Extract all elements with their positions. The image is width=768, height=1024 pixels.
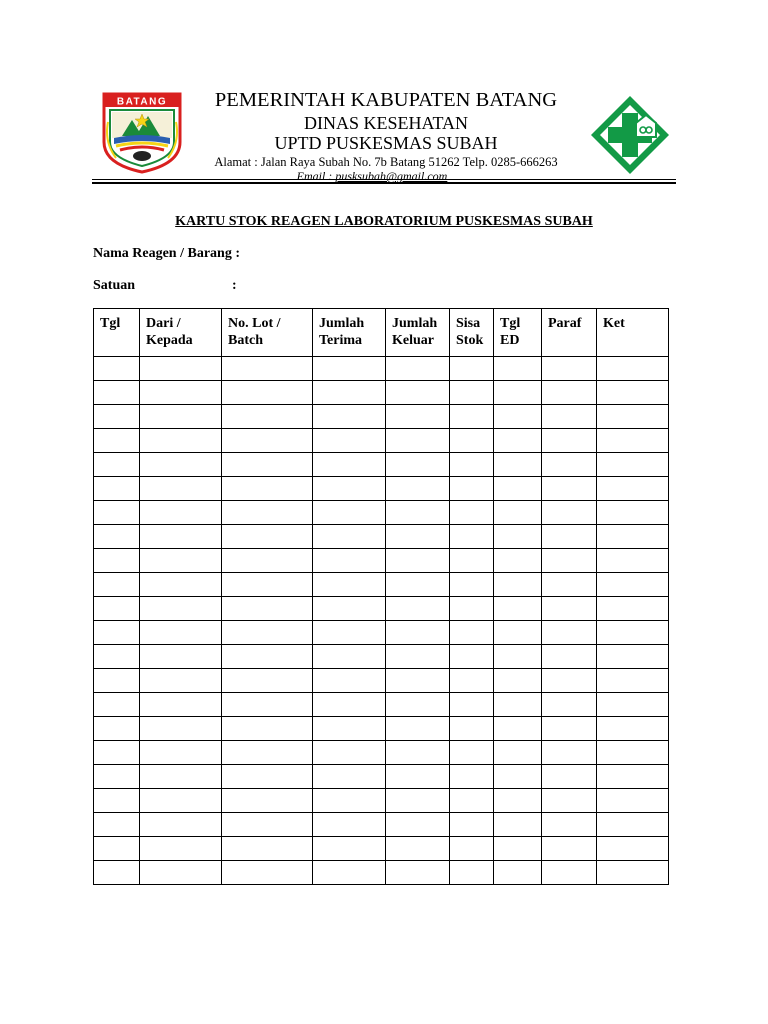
table-cell [597,669,669,693]
table-cell [94,693,140,717]
table-cell [597,693,669,717]
table-cell [597,861,669,885]
table-row [94,501,669,525]
table-cell [313,789,386,813]
table-cell [494,621,542,645]
table-cell [140,621,222,645]
table-cell [94,645,140,669]
table-cell [386,837,450,861]
table-cell [94,525,140,549]
table-cell [94,621,140,645]
table-cell [450,693,494,717]
table-cell [94,741,140,765]
table-cell [494,525,542,549]
table-cell [313,741,386,765]
table-cell [450,789,494,813]
table-cell [494,477,542,501]
table-cell [313,693,386,717]
table-cell [140,741,222,765]
table-cell [494,501,542,525]
table-cell [94,669,140,693]
letterhead-rule-thick [92,182,676,184]
table-cell [222,837,313,861]
table-cell [542,525,597,549]
table-cell [140,645,222,669]
table-cell [140,669,222,693]
letterhead-rule-thin [92,179,676,180]
unit-name: UPTD PUSKESMAS SUBAH [274,132,498,153]
table-cell [597,645,669,669]
table-cell [386,789,450,813]
table-cell [94,861,140,885]
table-row [94,813,669,837]
table-cell [94,453,140,477]
table-cell [313,837,386,861]
email-label: Email : [296,169,336,183]
table-cell [140,717,222,741]
table-cell [140,381,222,405]
table-cell [597,549,669,573]
table-cell [494,645,542,669]
column-header [542,309,597,357]
table-cell [542,357,597,381]
table-cell [542,429,597,453]
table-cell [450,765,494,789]
table-cell [494,573,542,597]
table-cell [140,453,222,477]
table-cell [542,741,597,765]
table-cell [222,645,313,669]
table-cell [222,813,313,837]
table-cell [597,405,669,429]
column-header [140,309,222,357]
column-header-line: No. Lot / [228,316,281,331]
table-cell [386,813,450,837]
table-cell [313,381,386,405]
table-body [94,357,669,885]
table-cell [94,381,140,405]
table-cell [222,381,313,405]
table-cell [450,549,494,573]
column-header-line: Stok [456,333,484,348]
table-cell [222,525,313,549]
table-cell [494,765,542,789]
table-row [94,549,669,573]
table-cell [494,381,542,405]
table-cell [494,549,542,573]
table-cell [494,789,542,813]
table-cell [222,861,313,885]
email-address: pusksubah@gmail.com [335,169,448,183]
table-cell [140,405,222,429]
table-cell [494,669,542,693]
table-cell [450,405,494,429]
table-row [94,837,669,861]
column-header-line: Keluar [392,333,434,348]
column-header-line: Jumlah [319,316,365,331]
column-header-line: Batch [228,333,263,348]
table-cell [222,693,313,717]
column-header-line: Tgl [100,316,121,331]
table-cell [313,861,386,885]
table-cell [222,453,313,477]
table-cell [313,573,386,597]
table-cell [597,357,669,381]
table-cell [494,597,542,621]
table-cell [542,381,597,405]
table-cell [222,501,313,525]
table-row [94,381,669,405]
table-cell [542,621,597,645]
table-cell [597,381,669,405]
column-header-line: Kepada [146,333,193,348]
table-cell [222,717,313,741]
table-cell [313,813,386,837]
table-cell [597,573,669,597]
table-cell [597,789,669,813]
table-cell [386,669,450,693]
table-cell [222,621,313,645]
table-cell [94,477,140,501]
table-cell [140,477,222,501]
table-cell [450,597,494,621]
unit-field [93,278,237,294]
table-cell [597,813,669,837]
table-row [94,357,669,381]
table-cell [222,477,313,501]
puskesmas-logo [588,93,672,177]
column-header [494,309,542,357]
table-cell [542,453,597,477]
table-cell [222,597,313,621]
table-cell [94,357,140,381]
table-cell [542,861,597,885]
table-cell [386,693,450,717]
table-row [94,645,669,669]
table-row [94,573,669,597]
table-cell [597,765,669,789]
table-cell [450,837,494,861]
table-cell [222,429,313,453]
table-cell [94,717,140,741]
table-cell [542,597,597,621]
table-cell [494,453,542,477]
column-header [386,309,450,357]
table-cell [222,789,313,813]
column-header-line: ED [500,333,520,348]
table-cell [494,357,542,381]
table-cell [450,501,494,525]
table-cell [494,405,542,429]
table-cell [140,837,222,861]
table-row [94,621,669,645]
table-cell [94,837,140,861]
table-cell [542,813,597,837]
table-row [94,453,669,477]
table-cell [494,741,542,765]
document-title: KARTU STOK REAGEN LABORATORIUM PUSKESMAS SUBAH [175,214,593,229]
table-row [94,669,669,693]
table-cell [313,525,386,549]
table-cell [94,501,140,525]
table-cell [542,501,597,525]
letterhead [186,88,586,182]
table-cell [386,381,450,405]
table-cell [313,765,386,789]
table-cell [140,525,222,549]
table-cell [94,429,140,453]
table-cell [450,525,494,549]
column-header [313,309,386,357]
column-header [597,309,669,357]
reagen-name-field: Nama Reagen / Barang : [93,246,240,261]
table-cell [597,741,669,765]
table-cell [494,717,542,741]
column-header-line: Terima [319,333,363,348]
column-header-line: Jumlah [392,316,438,331]
table-cell [542,573,597,597]
table-cell [313,549,386,573]
table-row [94,477,669,501]
table-cell [386,525,450,549]
table-cell [386,501,450,525]
table-cell [222,669,313,693]
unit-field-label: Satuan [93,278,136,293]
batang-logo-text: BATANG [116,96,168,108]
table-cell [542,837,597,861]
table-cell [140,501,222,525]
table-row [94,429,669,453]
email-line [186,169,586,182]
table-cell [313,429,386,453]
address: Alamat : Jalan Raya Subah No. 7b Batang 51262 Telp. 0285-666263 [214,154,558,169]
table-cell [313,645,386,669]
table-cell [313,597,386,621]
table-cell [450,477,494,501]
table-row [94,717,669,741]
table-cell [450,645,494,669]
table-cell [94,549,140,573]
column-header-line: Ket [603,316,625,331]
table-cell [313,357,386,381]
table-cell [386,621,450,645]
table-cell [450,381,494,405]
table-row [94,861,669,885]
stock-table [93,308,669,885]
table-cell [450,669,494,693]
table-cell [597,525,669,549]
table-cell [494,813,542,837]
table-header-row [94,309,669,357]
table-cell [386,405,450,429]
column-header [222,309,313,357]
table-cell [542,669,597,693]
table-cell [542,717,597,741]
table-cell [386,717,450,741]
table-cell [140,573,222,597]
table-cell [450,573,494,597]
table-cell [386,477,450,501]
department-name: DINAS KESEHATAN [303,112,469,133]
table-cell [94,597,140,621]
table-cell [597,477,669,501]
table-cell [450,861,494,885]
table-cell [94,789,140,813]
table-cell [494,861,542,885]
table-cell [597,717,669,741]
table-row [94,741,669,765]
table-cell [450,429,494,453]
table-cell [222,357,313,381]
table-cell [597,429,669,453]
table-cell [450,621,494,645]
table-cell [386,549,450,573]
table-cell [597,501,669,525]
table-cell [94,573,140,597]
government-name: PEMERINTAH KABUPATEN BATANG [214,89,558,111]
table-cell [542,549,597,573]
table-cell [494,837,542,861]
table-cell [542,405,597,429]
table-cell [386,861,450,885]
table-row [94,597,669,621]
table-cell [494,429,542,453]
table-row [94,405,669,429]
table-cell [313,717,386,741]
table-cell [313,501,386,525]
column-header-line: Dari / [146,316,181,331]
table-cell [450,813,494,837]
table-cell [313,405,386,429]
table-cell [140,693,222,717]
table-row [94,525,669,549]
table-cell [222,405,313,429]
table-cell [140,597,222,621]
table-cell [140,789,222,813]
table-cell [386,429,450,453]
table-cell [542,645,597,669]
table-cell [597,837,669,861]
batang-regency-logo [102,92,182,174]
table-cell [140,429,222,453]
column-header-line: Paraf [548,316,582,331]
table-cell [542,477,597,501]
table-cell [313,669,386,693]
table-cell [542,789,597,813]
table-cell [386,741,450,765]
table-cell [450,741,494,765]
table-cell [94,405,140,429]
unit-field-colon: : [232,278,237,293]
table-cell [597,453,669,477]
table-cell [542,693,597,717]
table-cell [222,765,313,789]
table-cell [140,357,222,381]
table-cell [386,597,450,621]
table-cell [494,693,542,717]
table-cell [386,453,450,477]
table-cell [222,573,313,597]
table-row [94,693,669,717]
table-cell [140,813,222,837]
table-row [94,765,669,789]
column-header [450,309,494,357]
table-cell [313,453,386,477]
table-cell [222,549,313,573]
table-cell [386,645,450,669]
table-cell [386,573,450,597]
table-cell [313,477,386,501]
table-cell [386,765,450,789]
table-cell [94,813,140,837]
table-cell [140,861,222,885]
table-cell [450,357,494,381]
table-row [94,789,669,813]
table-cell [542,765,597,789]
column-header-line: Sisa [456,316,481,331]
table-cell [140,765,222,789]
table-cell [313,621,386,645]
column-header-line: Tgl [500,316,521,331]
table-cell [386,357,450,381]
table-cell [450,717,494,741]
table-cell [597,597,669,621]
table-cell [450,453,494,477]
table-cell [140,549,222,573]
column-header [94,309,140,357]
table-cell [597,621,669,645]
table-cell [222,741,313,765]
table-cell [94,765,140,789]
